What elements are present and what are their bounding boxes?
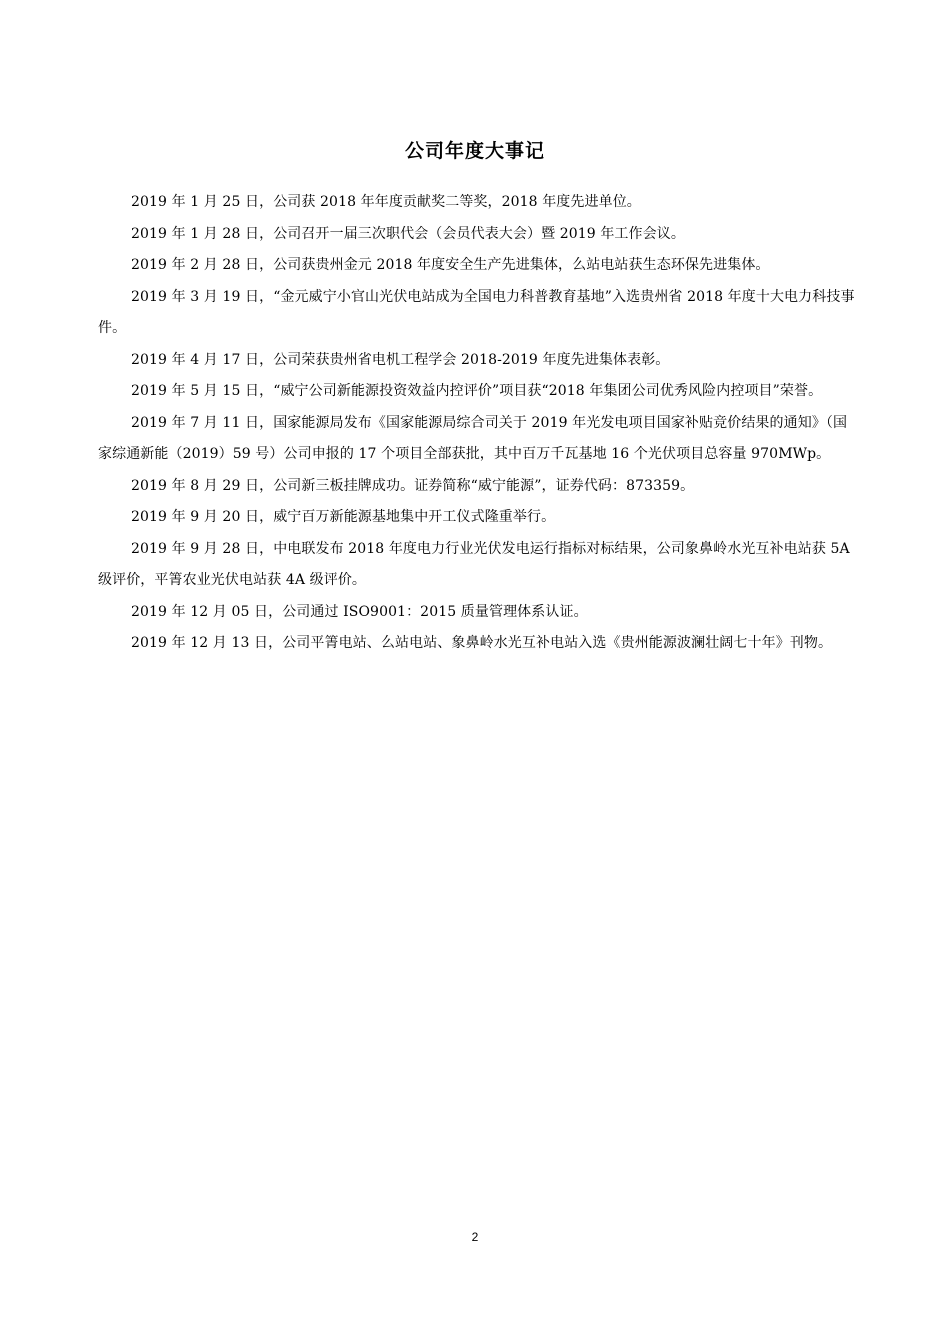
- list-item: 2019 年 1 月 25 日，公司获 2018 年年度贡献奖二等奖，2018 年度先进单位。: [131, 194, 641, 210]
- list-item: 2019 年 7 月 11 日，国家能源局发布《国家能源局综合司关于 2019 年光发电项目国家补贴竞价结果的通知》（国家综通新能（2019）59 号）公司申报的 17 个项目全部获批，其中百万千瓦基地 16 个光伏项目总容量 970MWp。: [98, 414, 848, 462]
- list-item: 2019 年 3 月 19 日，“金元威宁小官山光伏电站成为全国电力科普教育基地”入选贵州省 2018 年度十大电力科技事件。: [98, 288, 855, 336]
- page-title: 公司年度大事记: [404, 140, 545, 162]
- list-item: 2019 年 9 月 20 日，威宁百万新能源基地集中开工仪式隆重举行。: [131, 509, 556, 525]
- list-item: 2019 年 12 月 13 日，公司平箐电站、么站电站、象鼻岭水光互补电站入选《贵州能源波澜壮阔七十年》刊物。: [131, 635, 833, 651]
- events-list: [98, 187, 858, 660]
- list-item: 2019 年 4 月 17 日，公司荣获贵州省电机工程学会 2018-2019 年度先进集体表彰。: [131, 351, 670, 368]
- list-item: 2019 年 9 月 28 日，中电联发布 2018 年度电力行业光伏发电运行指标对标结果，公司象鼻岭水光互补电站获 5A 级评价，平箐农业光伏电站获 4A 级评价。: [98, 540, 850, 588]
- list-item: 2019 年 8 月 29 日，公司新三板挂牌成功。证券简称“威宁能源”，证券代码：873359。: [131, 477, 695, 494]
- list-item: 2019 年 12 月 05 日，公司通过 ISO9001：2015 质量管理体系认证。: [131, 603, 588, 620]
- list-item: 2019 年 2 月 28 日，公司获贵州金元 2018 年度安全生产先进集体，么站电站获生态环保先进集体。: [131, 257, 770, 273]
- list-item: 2019 年 5 月 15 日，“威宁公司新能源投资效益内控评价”项目获“2018 年集团公司优秀风险内控项目”荣誉。: [131, 383, 823, 399]
- list-item: 2019 年 1 月 28 日，公司召开一届三次职代会（会员代表大会）暨 2019 年工作会议。: [131, 225, 685, 242]
- page-number: 2: [471, 1230, 479, 1244]
